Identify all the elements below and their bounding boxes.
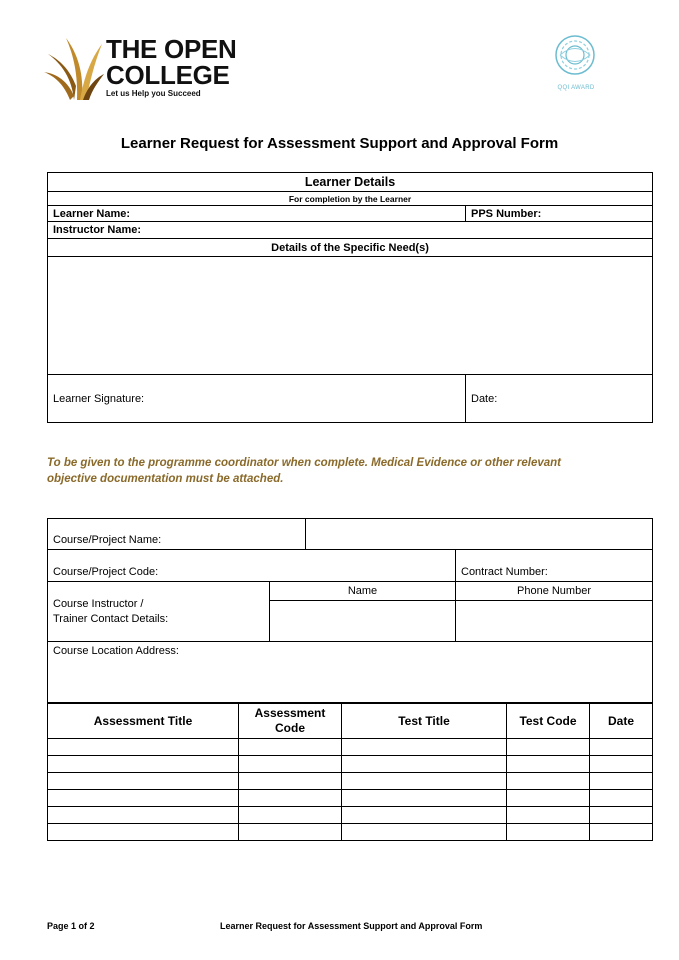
signature-date-field[interactable]: Date: — [466, 375, 653, 423]
learner-details-heading: Learner Details — [48, 173, 653, 192]
qqi-label: QQI AWARD — [557, 85, 595, 91]
table-cell[interactable] — [590, 824, 653, 841]
table-row — [48, 756, 653, 773]
learner-details-subheading: For completion by the Learner — [48, 192, 653, 206]
table-cell[interactable] — [507, 756, 590, 773]
table-cell[interactable] — [48, 739, 239, 756]
page-number: Page 1 of 2 — [47, 921, 95, 931]
instructor-contact-line-1: Course Instructor / — [53, 597, 144, 610]
assessment-code-header-line-1: Assessment — [254, 706, 326, 720]
table-row — [48, 739, 653, 756]
table-cell[interactable] — [342, 807, 507, 824]
table-row — [48, 824, 653, 841]
table-cell[interactable] — [507, 824, 590, 841]
instructor-contact-line-2: Trainer Contact Details: — [53, 612, 169, 625]
table-cell[interactable] — [48, 773, 239, 790]
logo-line-1: THE OPEN — [106, 34, 237, 64]
assessment-code-header — [239, 704, 342, 739]
pps-number-field[interactable]: PPS Number: — [466, 206, 653, 222]
table-cell[interactable] — [590, 807, 653, 824]
table-cell[interactable] — [590, 739, 653, 756]
table-row — [48, 807, 653, 824]
date-header: Date — [590, 704, 653, 739]
specific-needs-heading: Details of the Specific Need(s) — [48, 239, 653, 257]
table-cell[interactable] — [239, 790, 342, 807]
table-cell[interactable] — [239, 773, 342, 790]
contact-name-header: Name — [270, 582, 456, 601]
table-cell[interactable] — [507, 739, 590, 756]
table-cell[interactable] — [48, 790, 239, 807]
form-title: Learner Request for Assessment Support and Approval Form — [120, 135, 559, 152]
course-name-input[interactable] — [306, 519, 653, 550]
course-location-field[interactable]: Course Location Address: — [48, 642, 653, 703]
contact-phone-header: Phone Number — [456, 582, 653, 601]
table-row — [48, 790, 653, 807]
course-details-table — [47, 518, 653, 703]
table-cell[interactable] — [507, 773, 590, 790]
specific-needs-area[interactable] — [48, 257, 653, 375]
table-cell[interactable] — [590, 756, 653, 773]
table-row — [48, 773, 653, 790]
footer-doc-title: Learner Request for Assessment Support and Approval Form — [220, 921, 483, 931]
table-cell[interactable] — [507, 790, 590, 807]
table-cell[interactable] — [590, 790, 653, 807]
table-cell[interactable] — [342, 756, 507, 773]
assessment-title-header: Assessment Title — [48, 704, 239, 739]
submission-note: To be given to the programme coordinator when complete. Medical Evidence or other relevant objective documentation must be attached. — [47, 457, 561, 485]
learner-signature-field[interactable]: Learner Signature: — [48, 375, 466, 423]
assessment-code-header-line-2: Code — [275, 721, 305, 735]
table-cell[interactable] — [342, 790, 507, 807]
contact-phone-input[interactable] — [456, 601, 653, 642]
contact-name-input[interactable] — [270, 601, 456, 642]
course-name-label: Course/Project Name: — [48, 519, 306, 550]
contract-number-field[interactable]: Contract Number: — [456, 550, 653, 582]
wheat-logo-icon — [44, 34, 104, 100]
test-title-header: Test Title — [342, 704, 507, 739]
logo-line-2: COLLEGE — [106, 60, 230, 90]
logo-title — [106, 36, 237, 88]
table-cell[interactable] — [342, 739, 507, 756]
course-code-field[interactable]: Course/Project Code: — [48, 550, 456, 582]
table-cell[interactable] — [239, 807, 342, 824]
instructor-name-field[interactable]: Instructor Name: — [48, 222, 653, 239]
table-cell[interactable] — [239, 739, 342, 756]
table-cell[interactable] — [507, 807, 590, 824]
qqi-logo-icon — [554, 34, 596, 76]
learner-details-table — [47, 172, 653, 423]
assessment-table — [47, 703, 653, 841]
table-cell[interactable] — [48, 824, 239, 841]
table-cell[interactable] — [48, 807, 239, 824]
table-cell[interactable] — [239, 756, 342, 773]
instructor-contact-label — [48, 582, 270, 642]
table-cell[interactable] — [342, 773, 507, 790]
table-cell[interactable] — [590, 773, 653, 790]
table-cell[interactable] — [48, 756, 239, 773]
test-code-header: Test Code — [507, 704, 590, 739]
learner-name-field[interactable]: Learner Name: — [48, 206, 466, 222]
table-cell[interactable] — [239, 824, 342, 841]
logo-tagline: Let us Help you Succeed — [106, 89, 201, 98]
table-cell[interactable] — [342, 824, 507, 841]
